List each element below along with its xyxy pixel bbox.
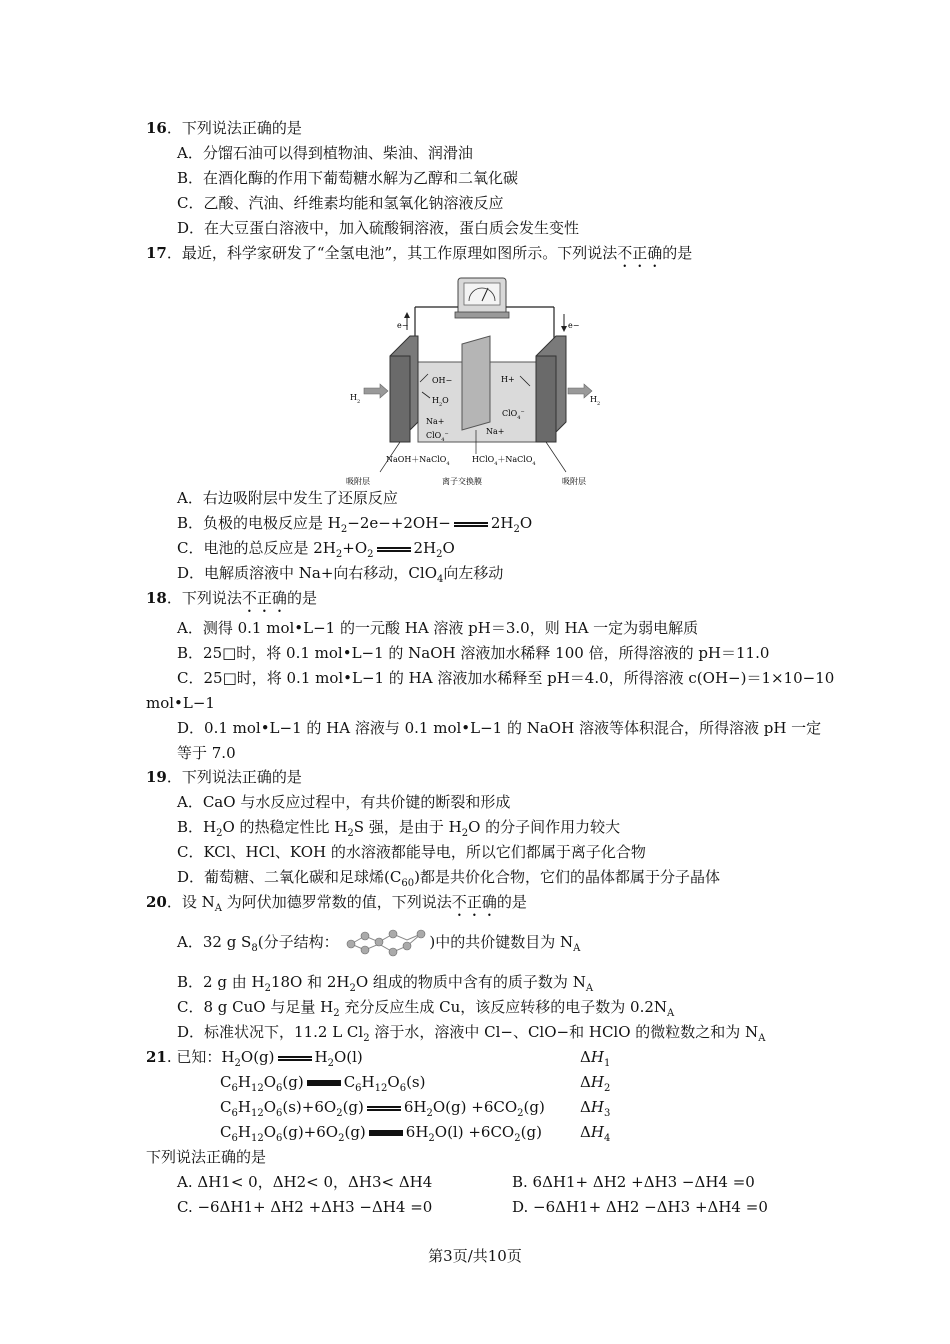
q21-dh4: $\Delta H_4$ (580, 1123, 611, 1144)
emphasis-char: 正 (632, 244, 648, 262)
option-text: 2H (490, 514, 514, 532)
stem-text: ．设 N (166, 893, 215, 911)
s8-molecule-icon (345, 926, 427, 960)
option-text: A．32 g S (177, 933, 252, 951)
stem-text: 的是 (286, 589, 317, 607)
option-text: 18O 和 2H (270, 973, 350, 991)
option-text: 充分反应生成 Cu，该反应转移的电子数为 0.2N (339, 998, 668, 1016)
q21-eq4: $C_6H_{12}O_6(g)+6O_2(g)$ $6H_2O(l) +6CO_2(g)$ (220, 1123, 542, 1144)
oh-label: OH− (432, 376, 453, 385)
q18-option-b: B．25□时，将 0.1 mol•L−1 的 NaOH 溶液加水稀释 100 倍，所得溶液的 pH＝11.0 (177, 644, 770, 662)
na-label-left: Na+ (426, 417, 445, 426)
question-number: 17 (146, 244, 167, 262)
q20-option-a: A．32 g $S_8$(分子结构： )中的共价键数目为 $N_A$ (177, 932, 580, 952)
option-text: 2H (413, 539, 437, 557)
page-footer: 第3页/共10页 (428, 1247, 522, 1265)
option-text: D．葡萄糖、二氧化碳和足球烯(C (177, 868, 402, 886)
option-text: O 组成的物质中含有的质子数为 N (355, 973, 586, 991)
q17-option-b: B．负极的电极反应是 $H_2-2e-+2OH- 2H_2O$ (177, 514, 533, 535)
question-number: 19 (146, 768, 167, 786)
q18-option-d-continued: 等于 7.0 (177, 744, 236, 762)
option-text: D．电解质溶液中 Na+向右移动，ClO (177, 564, 438, 582)
equals-sign (278, 1056, 312, 1061)
clo4-label-right: ClO$_4$− (502, 409, 525, 421)
h2o-label: $H_2O$ (432, 396, 449, 408)
q19-option-c: C．KCl、HCl、KOH 的水溶液都能导电，所以它们都属于离子化合物 (177, 843, 646, 861)
emphasis-char: 确 (647, 244, 663, 262)
q20-stem: 20．设 $N_A$ 为阿伏加德罗常数的值，下列说法不正确的是 (146, 893, 527, 914)
emphasis-char: 确 (271, 589, 287, 607)
q21-option-b: B. 6ΔH1+ ΔH2 +ΔH3 −ΔH4 =0 (512, 1173, 755, 1191)
q18-stem (146, 588, 317, 608)
h2-label-right: $H_2$ (590, 395, 601, 407)
q19-stem (146, 767, 302, 787)
clo4-label-left: ClO$_4$− (426, 431, 449, 443)
galvanometer-icon (455, 278, 509, 318)
option-text: )中的共价键数目为 N (429, 933, 574, 951)
option-text: O 的热稳定性比 H (222, 818, 348, 836)
q16-option-c: C．乙酸、汽油、纤维素均能和氢氧化钠溶液反应 (177, 194, 504, 212)
emphasis-char: 不 (241, 589, 257, 607)
option-text: )都是共价化合物，它们的晶体都属于分子晶体 (414, 868, 720, 886)
equals-sign (454, 522, 488, 527)
equals-sign (367, 1106, 401, 1111)
option-text: B．负极的电极反应是 H (177, 514, 341, 532)
q18-option-c-continued: mol•L−1 (146, 694, 215, 712)
h2-inlet-arrow (364, 384, 388, 398)
question-number: 18 (146, 589, 167, 607)
stem-text: ．下列说法正确的是 (166, 119, 302, 137)
emphasis-char: 确 (481, 893, 497, 911)
q20-option-b: B．2 g 由 $H_218O$ 和 $2H_2O$ 组成的物质中含有的质子数为 $N_A$ (177, 973, 594, 994)
stem-text: 的是 (496, 893, 527, 911)
na-label-right: Na+ (486, 427, 505, 436)
ion-exchange-membrane (462, 336, 490, 430)
option-text: 向左移动 (443, 564, 504, 582)
emphasis-char: 正 (256, 589, 272, 607)
stem-text: 为阿伏加德罗常数的值，下列说法 (222, 893, 452, 911)
option-text: D．标准状况下，11.2 L Cl (177, 1023, 364, 1041)
stem-text: ．下列说法 (166, 589, 242, 607)
option-text: S 强，是由于 H (353, 818, 462, 836)
adsorption-layer-left-label: 吸附层 (346, 477, 370, 486)
option-text: B．H (177, 818, 217, 836)
option-text: O 的分子间作用力较大 (468, 818, 621, 836)
hydrogen-battery-diagram (340, 274, 610, 490)
stem-text: ．最近，科学家研发了“全氢电池”，其工作原理如图所示。下列说法 (166, 244, 618, 262)
q19-option-d: D．葡萄糖、二氧化碳和足球烯$(C_{60})$都是共价化合物，它们的晶体都属于分子晶体 (177, 868, 720, 889)
option-text: 溶于水，溶液中 Cl−、ClO−和 HClO 的微粒数之和为 N (369, 1023, 759, 1041)
q18-option-a: A．测得 0.1 mol•L−1 的一元酸 HA 溶液 pH＝3.0，则 HA 一定为弱电解质 (177, 619, 699, 637)
q17-option-d: D．电解质溶液中 Na+向右移动，ClO$_4$向左移动 (177, 564, 504, 585)
q16-option-d: D．在大豆蛋白溶液中，加入硫酸铜溶液，蛋白质会发生变性 (177, 219, 580, 237)
q19-option-a: A．CaO 与水反应过程中，有共价键的断裂和形成 (177, 793, 511, 811)
q20-option-c: C．8 g CuO 与足量 $H_2$ 充分反应生成 Cu，该反应转移的电子数为 $0.2N_A$ (177, 998, 675, 1019)
q20-option-d: D．标准状况下，11.2 L $Cl_2$ 溶于水，溶液中 Cl−、ClO−和 HClO 的微粒数之和为 $N_A$ (177, 1023, 766, 1044)
h2-label-left: $H_2$ (350, 393, 361, 405)
q21-dh1: $\Delta H_1$ (580, 1048, 611, 1069)
membrane-label: 离子交换膜 (442, 477, 482, 486)
option-text: −2e−+2OH− (347, 514, 451, 532)
equals-sign (307, 1080, 341, 1086)
electron-label-left: e− (397, 321, 409, 330)
q17-option-a: A．右边吸附层中发生了还原反应 (177, 489, 398, 507)
q18-option-d: D．0.1 mol•L−1 的 HA 溶液与 0.1 mol•L−1 的 NaOH 溶液等体积混合，所得溶液 pH 一定 (177, 719, 822, 737)
q16-stem (146, 118, 302, 138)
q21-option-c: C. −6ΔH1+ ΔH2 +ΔH3 −ΔH4 =0 (177, 1198, 433, 1216)
question-number: 20 (146, 893, 167, 911)
equals-sign (377, 547, 411, 552)
q21-conclusion: 下列说法正确的是 (146, 1148, 267, 1166)
stem-text: ．下列说法正确的是 (166, 768, 302, 786)
option-text: C．8 g CuO 与足量 H (177, 998, 334, 1016)
solution-right-label: HClO$_4$＋NaClO$_4$ (472, 455, 536, 467)
emphasis-char: 正 (466, 893, 482, 911)
stem-text: . 已知： (166, 1048, 222, 1066)
emphasis-char: 不 (617, 244, 633, 262)
q21-eq2: $C_6H_{12}O_6(g)$ $C_6H_{12}O_6(s)$ (220, 1073, 426, 1094)
solution-left-label: NaOH＋NaClO$_4$ (386, 455, 450, 467)
q18-option-c: C．25□时，将 0.1 mol•L−1 的 HA 溶液加水稀释至 pH＝4.0，所得溶液 c(OH−)＝1×10−10 (177, 669, 835, 687)
option-text: +O (342, 539, 368, 557)
option-text: C．电池的总反应是 2H (177, 539, 336, 557)
q21-option-d: D. −6ΔH1+ ΔH2 −ΔH3 +ΔH4 =0 (512, 1198, 768, 1216)
option-text: (分子结构： (257, 933, 339, 951)
stem-text: 的是 (662, 244, 693, 262)
h2-outlet-arrow (568, 384, 592, 398)
q21-dh3: $\Delta H_3$ (580, 1098, 611, 1119)
q17-option-c: C．电池的总反应是 $2H_2+O_2$ $2H_2O$ (177, 539, 455, 560)
adsorption-layer-right-label: 吸附层 (562, 477, 586, 486)
q21-stem: 21. 已知：$H_2O(g)$ $H_2O(l)$ (146, 1048, 363, 1069)
question-number: 21 (146, 1048, 167, 1066)
equals-sign (369, 1130, 403, 1136)
option-text: B．2 g 由 H (177, 973, 265, 991)
q21-dh2: $\Delta H_2$ (580, 1073, 611, 1094)
q17-stem (146, 243, 692, 263)
q16-option-a: A．分馏石油可以得到植物油、柴油、润滑油 (177, 144, 473, 162)
q21-option-a: A. ΔH1< 0，ΔH2< 0，ΔH3< ΔH4 (177, 1173, 433, 1191)
q19-option-b: B．$H_2O$ 的热稳定性比 $H_2S$ 强，是由于 $H_2O$ 的分子间作用力较大 (177, 818, 621, 839)
h-plus-label: H+ (501, 375, 515, 384)
q21-eq3: $C_6H_{12}O_6(s)+6O_2(g)$ $6H_2O(g) +6CO_2(g)$ (220, 1098, 545, 1119)
emphasis-char: 不 (451, 893, 467, 911)
electron-label-right: e− (568, 321, 580, 330)
q16-option-b: B．在酒化酶的作用下葡萄糖水解为乙醇和二氧化碳 (177, 169, 519, 187)
question-number: 16 (146, 119, 167, 137)
